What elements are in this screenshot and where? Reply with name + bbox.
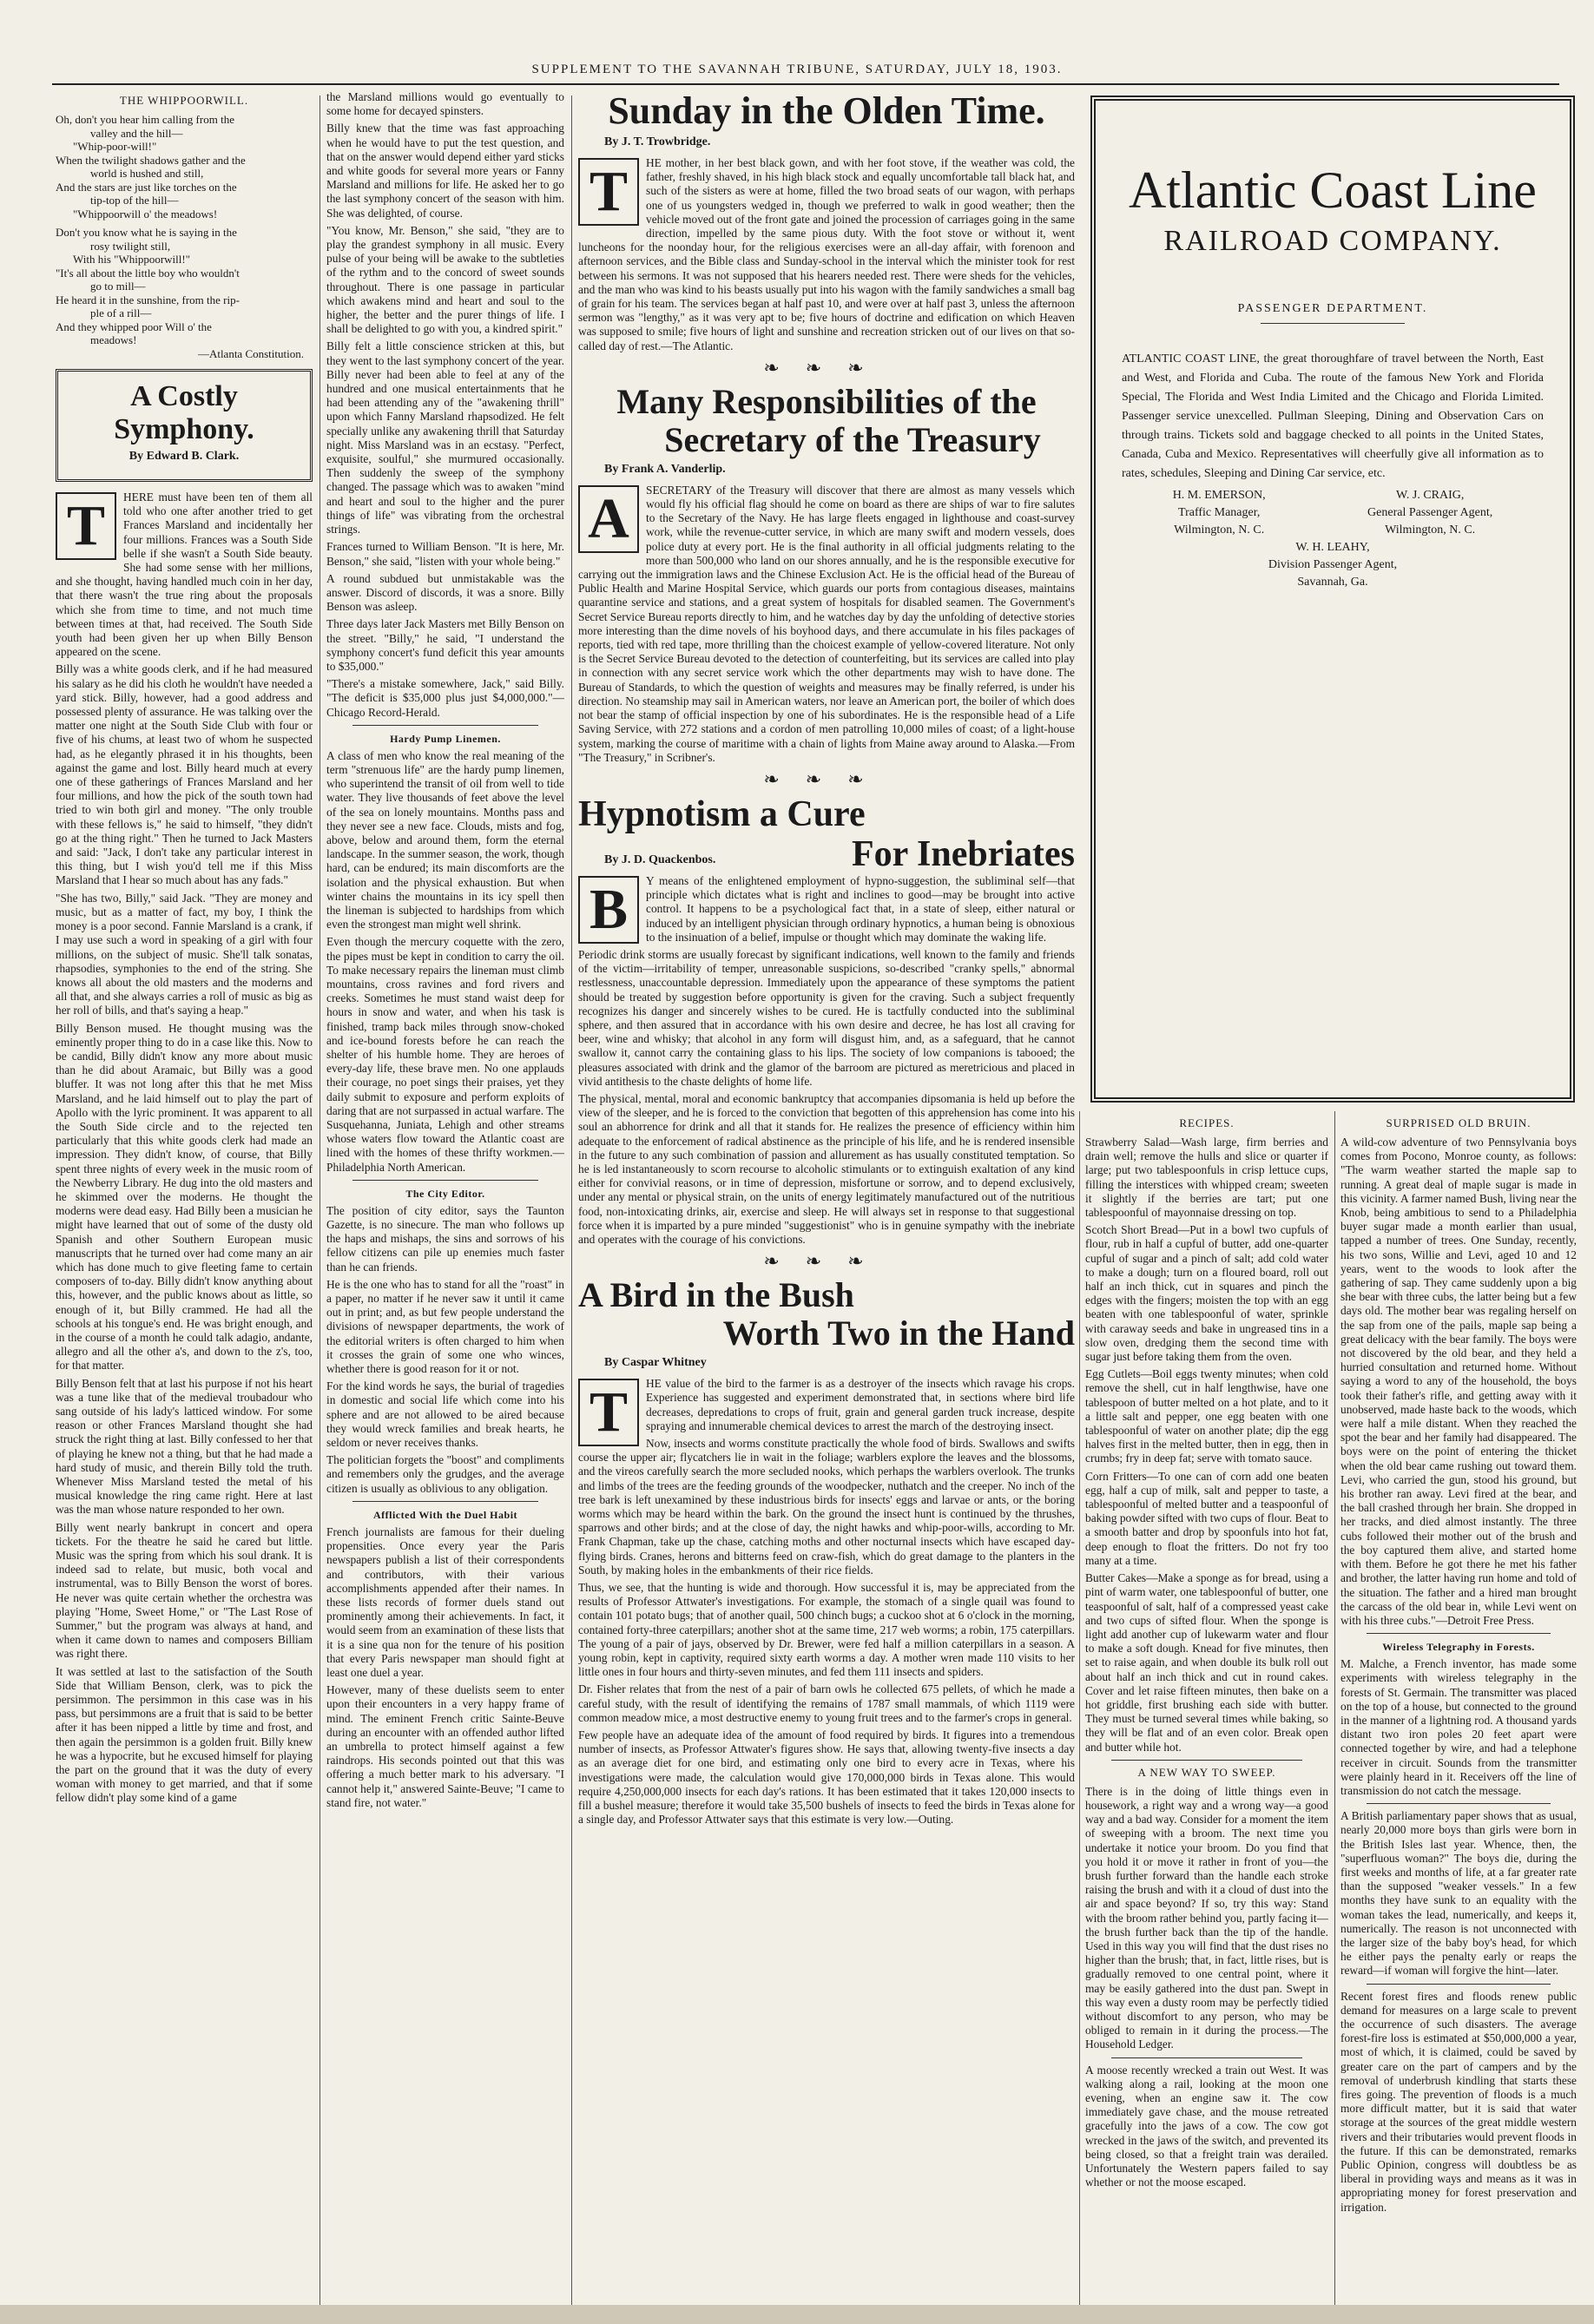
article-body: [1340, 1809, 1577, 1978]
signer-name: W. H. LEAHY,: [1295, 541, 1370, 554]
article-title: Hardy Pump Linemen.: [390, 732, 501, 745]
paragraph: A round subdued but unmistakable was the answer. Discord of discords, it was a snore. Billy Benson was asleep.: [326, 571, 564, 614]
paragraph: "She has two, Billy," said Jack. "They are money and music, but as a matter of fact, my boy, I think the money is a poor second. Fannie Marsland is a crank, if I may use such a word in speaking of a girl with four millions, on the subject of music. She'll talk sonatas, rhapsodies, symphonies to the end of the string. She knows all about the old masters and the moderns and all that, and she always carries a roll of music as big as her roll of bills, and that's saying a heap.": [56, 891, 313, 1017]
company-subtitle: RAILROAD COMPANY.: [1163, 225, 1502, 257]
paragraph: The politician forgets the "boost" and compliments and remembers only the grudges, and the average citizen is usually as oblivious to any obligation.: [326, 1453, 564, 1495]
paragraph: A wild-cow adventure of two Pennsylvania boys comes from Pocono, Monroe county, as follows: "The warm weather started the maple sap to running. A great deal of maple sugar is made in this vicinity. A farmer named Bush, living near the Knob, being ambitious to send to a Philadelphia buyer sugar made a month earlier than usual, tapped a number of trees. One Sunday, recently, his two sons, Willie and Levi, aged 10 and 12 years, went to the woods to look after the gathering of sap. They came suddenly upon a big she bear with three cubs, the latter being but a few days old. The mother bear was regaling herself on the sap from one of the pails, maple sap being a great delicacy with the bear family. The boys were not discovered by the old bear, and they held a hurried consultation and returned home. Without saying a word to any of the household, the boys took their father's rifle, and getting away with it unobserved, made haste back to the woods, which were half a mile distant. When they reached the spot the bear and her family had disappeared. The boys were on the point of entering the thicket when the old bear came rushing out toward them. Levi, who carried the gun, stood his ground, but his brother ran away. Levi fired at the bear, and the ball crashed through her brain. She dropped in her tracks, and died almost instantly. The three cubs followed their mother out of the brush and the boy captured them alive, and started home with them. Before he got there he met his father and brother, the latter having run home and told of the situation. The father and a hired man brought the carcass of the old bear in, while Levi went on with his three cubs."—Detroit Free Press.: [1340, 1136, 1577, 1627]
divider: [1111, 1760, 1302, 1761]
ornament-divider: ❧❧❧: [763, 1250, 890, 1273]
article-byline: By J. T. Trowbridge.: [604, 135, 711, 148]
article-body: [1085, 1785, 1328, 2052]
paragraph: Y means of the enlightened employment of hypno-suggestion, the subliminal self—that principle which dictates what is right and inclines to good—may be brought into active control. It happens to be a psychological fact that, in a state of sleep, either natural or induced by an intelligent physician through ordinary hypnotics, a human being is obnoxious to the insinuation of a belief, impulse or thought which may dominate the waking life.: [646, 873, 1075, 944]
paragraph: Recent forest fires and floods renew public demand for measures on a large scale to prevent the occurrence of such disasters. The average forest-fire loss is estimated at $50,000,000 a year, most of which, it is claimed, could be saved by greater care on the part of campers and by the removal of underbrush kindling that starts these fires going. The prevention of floods is a much more difficult matter, but it is said that water storage at the sources of the great middle western rivers and their tributaries would prevent floods in the future. If this can be demonstrated, remarks Public Opinion, congress will doubtless be as liberal in providing ways and means as it was in appropriating money for forest preservation and irrigation.: [1340, 1989, 1577, 2214]
article-title: A Bird in the Bush: [578, 1275, 854, 1315]
paragraph: There is in the doing of little things even in housework, a right way and a wrong way—a good way and a bad way. Consider for a moment the item of sweeping with a broom. The next time you undertake it notice your broom. Do you find that you hold it or move it rather in front of you—the brush further forward than the handle each stroke raising the brush and with it a cloud of dust into the air and space beyond? If so, try this way: Stand with the broom rather behind you, partly facing it—the brush further back than the tip of the handle. Used in this way you will find that the dust rises no higher than the brush; that, in fact, little rises, but is gradually removed to one central point, where it may be easily gathered into the dust pan. Swept in this way even a dusty room may be perfectly tidied without discomfort to any person, who may be obliged to remain in it during the process.—The Household Ledger.: [1085, 1784, 1328, 2051]
story-continued: [326, 90, 564, 720]
article-title: A NEW WAY TO SWEEP.: [1137, 1765, 1276, 1779]
poem-line: valley and the hill—: [90, 126, 183, 140]
poem-line: rosy twilight still,: [90, 239, 171, 253]
column-5: [1340, 1113, 1577, 2295]
column-4: [1085, 1113, 1328, 2295]
drop-cap: T: [578, 158, 639, 226]
article-title: Secretary of the Treasury: [664, 419, 1041, 459]
divider: [1367, 1633, 1551, 1634]
recipe: Scotch Short Bread—Put in a bowl two cupfuls of flour, rub in half a cupful of butter, add one-quarter cupful of sugar and a pinch of salt; add cold water to make a dough; turn on a floured board, roll out half an inch thick, cut in squares and pinch the edges with the fingers; moisten the top with an egg beaten with one tablespoonful of water, sprinkle with caraway seeds and bake in ungreased tins in a slow oven, dredging them the second time with sugar just before taking them from the oven.: [1085, 1223, 1328, 1364]
paragraph: It was settled at last to the satisfaction of the South Side that William Benson, clerk, was to pick the persimmon. The persimmon in this case was in his pass, but persimmons are a fruit that is said to be better after it has been nipped a little by time and frost, and then again the persimmon is a golden fruit. Billy knew he was a hypocrite, but he excused himself for playing the part on the ground that it was the duty of every woman with money to get married, and that if some fellow didn't play some kind of a game: [56, 1664, 313, 1805]
paragraph: For the kind words he says, the burial of tragedies in domestic and social life which come into his sphere and are not allowed to be aired because they would wreck families and break hearts, he seldom or never receives thanks.: [326, 1379, 564, 1450]
divider: [1111, 2057, 1302, 2058]
signer-place: Wilmington, N. C.: [1174, 523, 1265, 537]
paragraph: The position of city editor, says the Taunton Gazette, is no sinecure. The man who follows up the haps and mishaps, the sins and sorrows of his fellow citizens can pile up enemies much faster than he can friends.: [326, 1203, 564, 1274]
paragraph: Billy felt a little conscience stricken at this, but they went to the last symphony concert of the year. Billy never had been able to feel at any of the hundred and one musical entertainments that he had been attending any of the "awakening thrill" upon which Fanny Marsland rhapsodized. He felt specially unlike any awakening thrill that Saturday night. Miss Marsland was in an ecstasy. "Perfect, exquisite, soulful," she murmured occasionally. Then suddenly the sweep of the symphony changed. The passage which was to awaken "mind and heart and soul to the higher and the purer things of life" was vibrating from the orchestral strings.: [326, 339, 564, 537]
paragraph: Dr. Fisher relates that from the nest of a pair of barn owls he collected 675 pellets, of which he made a careful study, with the result of identifying the remains of 1787 small mammals, of which 1119 were common meadow mice, a most destructive enemy to young fruit trees and to the farmer's crops in general.: [578, 1682, 1075, 1724]
ornament-divider: ❧❧❧: [763, 767, 890, 790]
poem-line: meadows!: [90, 333, 137, 346]
poem-title: THE WHIPPOORWILL.: [119, 94, 249, 107]
paragraph: Periodic drink storms are usually forecast by significant indications, well known to the family and friends of the victim—irritability of temper, unreasonable suspicions, so-described "cranky spells," abnormal restlessness, unaccountable depression. Immediately upon the appearance of these symptoms the patient should be treated by suggestion before opportunity is given for the craving. Such a subject frequently recognizes his danger and sincerely wishes to be cured. He is tactfully conducted into the subliminal sphere, and then assured that in accordance with his own desire and decree, he has lost all craving for beer, wine and whisky; that alcohol in any form will disgust him, and, as a safeguard, that he cannot swallow it, cannot carry the containing glass to his lips. The society of low companions is tabooed; the pleasures associated with drink and the glamor of the barroom are pictured as meretricious and placed in vivid antithesis to the chaste delights of home life.: [578, 947, 1075, 1088]
paragraph: A British parliamentary paper shows that as usual, nearly 20,000 more boys than girls were born in the British Isles last year. Whence, then, the "superfluous woman?" The boys die, during the first weeks and months of life, at a far greater rate than the supposed "weaker vessels." In a few months they have sunk to an equality with the woman takes the lead, numerically, and keeps it, numerically. The reason is not unconnected with the larger size of the baby boy's head, for which he either pays the penalty early or reaps the reward—if woman will forgive the hint—later.: [1340, 1809, 1577, 1978]
ornament-divider: ❧❧❧: [763, 356, 890, 379]
column-3: [578, 90, 1075, 2295]
poem-line: world is hushed and still,: [90, 167, 204, 180]
signer-place: Wilmington, N. C.: [1385, 523, 1476, 537]
article-body: [578, 156, 1075, 353]
recipe: Strawberry Salad—Wash large, firm berries and drain well; remove the hulls and slice or quarter if large; put two tablespoonfuls in crisp lettuce cups, filling the interstices with whipped cream; sweeten it slightly if the berries are tart; put one tablespoonful of mayonnaise dressing on top.: [1085, 1136, 1328, 1220]
article-title: Worth Two in the Hand: [722, 1313, 1075, 1353]
column-2: [326, 90, 564, 2295]
poem-line: "Whip-poor-will!": [73, 140, 157, 153]
poem-line: When the twilight shadows gather and the: [56, 153, 246, 167]
article-header: [578, 90, 1075, 132]
paragraph: Billy Benson mused. He thought musing was the eminently proper thing to do in a case like this. Now to be candid, Billy didn't know any more about music than he did about Aramaic, but Billy was a good bluffer. It was not long after this that he met Miss Marsland, and he laid himself out to play the part of Apollo with the lyric prominent. It was apparent to all the South Side circle and to the rejected ten particularly that this white goods clerk had made an impression. They didn't know, of course, that Billy spent three nights of every week in the music room of the Newberry Library. He dug into the old masters and he skimmed over the moderns. He thought the moderns were dead easy. Had Billy been a musician he might have learned that out of some of the dusty old Spanish and other Southern European music manuscripts that he turned over had come many an air which has done much to give fleeting fame to certain composers of to-day. Billy didn't know anything about this, however, and the public knows about as little, so enough of it, but Billy crammed. He had all the schools at his tongue's end. He was bright enough, and in the course of a month he could talk adagio, andante, allegro and all the other a's, and down to the z's, too, for that matter.: [56, 1021, 313, 1373]
article-title: Hypnotism a Cure: [578, 793, 866, 834]
paragraph: Billy was a white goods clerk, and if he had measured his salary as he did his cloth he wouldn't have needed a yard stick. Billy, however, had a good address and possessed plenty of assurance. He was talking over the matter one night at the South Side Club with four or five of his chums, at least two of whom he suspected had, as he elegantly phrased it in his thoughts, been against the game and lost. Billy heard much at every one of these gatherings of Frances Marsland and her four millions, and how the pick of the south town had tried to win both girl and money. "The only trouble with these fellows is," he said to himself, "they didn't go at the thing right." Then he turned to Jack Masters and said: "Jack, I don't take any particular interest in this thing, but I wish you'd tell me if this Miss Marsland that I hear so much about has any fads.": [56, 662, 313, 887]
paragraph: Billy Benson felt that at last his purpose if not his heart was a tune like that of the medieval troubadour who sang outside of his lady's latticed window. For some reason or other Frances Marsland thought she had struck the right thing at last. Billy confessed to her that of playing he knew not a thing, but that he had made a hard study of music, and therein Billy told the truth. Whenever Miss Marsland tested the metal of his musical knowledge the ring came right. Here at last was the man whose nature responded to her own.: [56, 1376, 313, 1517]
column-rule: [1334, 1111, 1335, 2307]
column-rule: [571, 95, 572, 2307]
article-body: [1340, 1136, 1577, 1628]
article-header: [578, 794, 1075, 874]
poem-line: Don't you know what he is saying in the: [56, 226, 237, 239]
signer-title: Traffic Manager,: [1178, 506, 1261, 519]
poem-line: And they whipped poor Will o' the: [56, 319, 212, 333]
drop-cap: B: [578, 876, 639, 944]
article-title: SURPRISED OLD BRUIN.: [1386, 1116, 1531, 1129]
paragraph: Thus, we see, that the hunting is wide and thorough. How successful it is, may be appreciated from the results of Professor Attwater's investigations. For example, the stomach of a single quail was found to contain 101 potato bugs; that of another quail, 500 chinch bugs; a cuckoo shot at 6 o'clock in the morning, contained forty-three caterpillars; another shot at the same time, 217 web worms; a robin, 175 caterpillars. The young of a pair of jays, observed by Dr. Brewer, were fed half a million caterpillars in a season. A young robin, kept in captivity, required sixty earth worms a day. A mother wren made 110 visits to her little ones in four hours and thirty-seven minutes, and fed them 111 insects and spiders.: [578, 1581, 1075, 1679]
article-title: The City Editor.: [405, 1187, 485, 1200]
paragraph: A moose recently wrecked a train out West. It was walking along a rail, looking at the moon one evening, when an engine saw it. The cow immediately gave chase, and the mouse retreated gracefully into the jaws of a cow. The cow got wrecked in the jaws of the switch, and prevented its being closed, so that a freight train was derailed. Unfortunately the Western papers failed to say whether or not the moose escaped.: [1085, 2063, 1328, 2189]
railroad-advertisement: [1090, 95, 1575, 1103]
paragraph: Billy knew that the time was fast approaching when he would have to put the test question, and that on the answer would depend either yard sticks and white goods for several more years or Fanny Marsland and millions for life. He asked her to go the last symphony concert of the season with him. She was delighted, of course.: [326, 122, 564, 220]
poem-line: "It's all about the little boy who wouldn't: [56, 266, 240, 280]
recipe: Butter Cakes—Make a sponge as for bread, using a pint of warm water, one tablespoonful of butter, one teaspoonful of salt, half of a compressed yeast cake and two cups of sifted flour. When the sponge is light add another cup of lukewarm water and flour to make a soft dough. Knead for five minutes, then set to raise again, and when double its bulk roll out about half an inch thick and cut in round cakes. Cover and let raise fifteen minutes, then bake on a hot griddle, first brushing each side with butter. They must be turned several times while baking, so they will be flat and of an even color. Break open and butter while hot.: [1085, 1571, 1328, 1754]
drop-cap: A: [578, 485, 639, 553]
drop-cap: T: [578, 1379, 639, 1446]
article-title: Wireless Telegraphy in Forests.: [1382, 1641, 1535, 1654]
paragraph: HE value of the bird to the farmer is as a destroyer of the insects which ravage his crops. Experience has suggested and experiment demonstrated that, in sections where bird life decreases, depredations to crops of fruit, grain and general garden truck increase, despite spraying and innumerable chemical devices to arrest the march of the destroying insect.: [646, 1377, 1075, 1432]
article-title: RECIPES.: [1179, 1116, 1235, 1129]
poem-credit: —Atlanta Constitution.: [197, 346, 304, 360]
article-header: [578, 383, 1075, 459]
article-title: Afflicted With the Duel Habit: [372, 1508, 518, 1521]
divider: [352, 725, 538, 726]
signer-name: W. J. CRAIG,: [1395, 489, 1465, 502]
paragraph: Even though the mercury coquette with the zero, the pipes must be kept in condition to carry the oil. To make necessary repairs the lineman must climb mountains, cross ravines and ford rivers and creeks. Sometimes he must stand waist deep for hours in snow and water, and when his task is finished, tramp back miles through snow-choked and ice-bound forests before he can reach the shelter of his humble home. They are heroes of every-day life, these brave men. No one applauds their courage, no poet sings their praises, yet they daily submit to exposure and perform exploits of daring that are not surpassed in actual warfare. The Susquehanna, Juniata, Lehigh and other streams whose waters flow toward the Atlantic coast are lined with the homes of these thrifty workmen.—Philadelphia North American.: [326, 935, 564, 1174]
poem-line: tip-top of the hill—: [90, 194, 179, 207]
column-rule: [1079, 1111, 1080, 2307]
story-byline: By Edward B. Clark.: [128, 450, 240, 463]
poem-line: go to mill—: [90, 280, 146, 293]
department: PASSENGER DEPARTMENT.: [1237, 302, 1428, 315]
paragraph: A class of men who know the real meaning of the term "strenuous life" are the hardy pump linemen, who superintend the transit of oil from well to tide water. They live thousands of feet above the level of the sea on lonely mountains. Months pass and they never see a new face. Clouds, mists and fog, above, below and around them, form the eternal landscape. In the summer season, the work, though hard, can be endured; its main discomforts are the isolation and the physical exhaustion. But when winter chains the mountains in its icy spell then the lineman is subjected to hardships from which even the strongest man might well shrink.: [326, 748, 564, 932]
paragraph: M. Malche, a French inventor, has made some experiments with wireless telegraphy in the forests of St. Germain. The transmitter was placed on the top of a house, but connected to the ground in the manner of a lightning rod. A thousand yards distant two iron poles 20 feet apart were connected together by wire, and had a telephone receiver in circuit. Sounds from the transmitter were plainly heard in it. Receivers off the line of transmission do not catch the message.: [1340, 1657, 1577, 1797]
story-body: [56, 490, 313, 1806]
ad-body: ATLANTIC COAST LINE, the great thoroughfare of travel between the North, East and West, and Florida and Cuba. The route of the famous New York and Florida Special, The Florida and West India Limited and the Chicago and Florida Limited. Passenger service unexcelled. Pullman Sleeping, Dining and Observation Cars on through trains. Tickets sold and baggage checked to all points in the United States, Canada, Cuba and Mexico. Representatives will cheerfully give all information as to rates, schedules, Sleeping and Dining Car service, etc.: [1122, 352, 1544, 480]
recipe: Corn Fritters—To one can of corn add one beaten egg, half a cup of milk, salt and pepper to taste, a tablespoonful of melted butter and a teaspoonful of baking powder sifted with two cups of flour. Beat to a smooth batter and drop by spoonfuls into hot fat, deep enough to float the fritters. Do not fry too many at a time.: [1085, 1469, 1328, 1567]
column-rule: [319, 95, 320, 2307]
poem-line: "Whippoorwill o' the meadows!: [73, 207, 218, 221]
poem-line: Oh, don't you hear him calling from the: [56, 113, 234, 126]
story-title: A Costly Symphony.: [114, 380, 254, 445]
paragraph: Now, insects and worms constitute practically the whole food of birds. Swallows and swifts course the upper air; flycatchers lie in wait in the foliage; warblers explore the leaves and the blossoms, and the vireos carefully search the more secluded nooks, which perhaps the warblers overlook. The trunks and limbs of the trees are the feeding grounds of the woodpecker, nuthatch and the creeper. No inch of the tree bark is left unexamined by these industrious birds for insects' eggs and larvae or ants, or the boring worms which may be heard within the bark. On the ground the insect hunt is continued by the thrushes, sparrows and other birds; and at the close of day, the night hawks and whip-poor-wills, according to Mr. Frank Chapman, take up the chase, catching moths and other nocturnal insects which have escaped day-flying birds. Cranes, herons and bitterns feed on craw-fish, which do great damage to the planters in the South, by making holes in the embankments of their rice fields.: [578, 1437, 1075, 1577]
signer-place: Savannah, Ga.: [1297, 576, 1368, 589]
divider: [1367, 1803, 1551, 1804]
article-body: [326, 1525, 564, 1810]
recipes-body: [1085, 1136, 1328, 1755]
divider: [1261, 323, 1405, 324]
article-body: [1085, 2064, 1328, 2190]
article-title: Many Responsibilities of the: [616, 381, 1037, 421]
article-body: [578, 1377, 1075, 1827]
signer-name: H. M. EMERSON,: [1172, 489, 1266, 502]
poem-line: He heard it in the sunshine, from the rip-: [56, 293, 240, 306]
article-header: [578, 1276, 1075, 1353]
article-body: [1340, 1657, 1577, 1798]
page-bottom-edge: [0, 2305, 1594, 2324]
signatures: [1122, 487, 1544, 539]
article-byline: By Caspar Whitney: [604, 1356, 707, 1370]
column-1: [56, 90, 313, 2295]
signature-center: [1122, 539, 1544, 591]
paragraph: Three days later Jack Masters met Billy Benson on the street. "Billy," he said, "I understand the symphony concert's fund deficit this year amounts to $35,000.": [326, 617, 564, 673]
paragraph: "There's a mistake somewhere, Jack," said Billy. "The deficit is $35,000 plus just $4,000,000."—Chicago Record-Herald.: [326, 677, 564, 719]
article-body: [1340, 1990, 1577, 2215]
masthead-rule: [52, 83, 1559, 85]
masthead: SUPPLEMENT TO THE SAVANNAH TRIBUNE, SATURDAY, JULY 18, 1903.: [531, 63, 1063, 76]
drop-cap: T: [56, 492, 116, 560]
poem-line: With his "Whippoorwill!": [73, 253, 191, 266]
paragraph: Frances turned to William Benson. "It is here, Mr. Benson," she said, "listen with your whole being.": [326, 540, 564, 568]
paragraph: SECRETARY of the Treasury will discover that there are almost as many vessels which would fly his official flag should he come on board as there are ships of war to fire salutes to the Secretary of the Navy. He has large fleets engaged in lighthouse and coast-survey work, while the revenue-cutter service, in which are many swift and modern vessels, does police duty at every port. He is the final authority in all official judgments relating to the more than 500,000 who land on our shores annually, and he is the responsible executive for carrying out the immigration laws and the Chinese Exclusion Act. He is the official head of the Bureau of Public Health and Marine Hospital Service, which guards our ports from contagious diseases, maintains quarantine service and stations, and a great system of hospitals for disabled seamen. The Government's Secret Service Bureau reports directly to him, and he watches day by day the unfolding of detective stories more interesting than the dime novels of his boyhood days, and there accumulate in his files packages of reports, tied with red tape, more thrilling than the choicest example of yellow-covered literature. Not only is the Secret Service Bureau devoted to the detection of counterfeiting, but its services are called into play in connection with any secret service work which the other departments may wish to have done. The Bureau of Standards, to which the question of weights and measures may be finally referred, is under his direction. No steamship may sail in American waters, nor leave an American port, the boiler of which does not bear the stamp of official inspection by one of his subordinates. He is the responsible head of a Life Saving Service, with 272 stations and a cordon of men patrolling 10,000 miles of coast; of a light-house system, marking the course of maritime with a chain of lights from Maine away around to Alaska.—From "The Treasury," in Scribner's.: [578, 483, 1075, 764]
divider: [1367, 1984, 1551, 1985]
paragraph: However, many of these duelists seem to enter upon their encounters in a very happy frame of mind. The eminent French critic Sainte-Beuve during an encounter with an offended author lifted an umbrella to protect himself against a few raindrops. His seconds pointed out that this was offering a much better mark to his adversary. "I cannot help it," answered Sainte-Beuve; "I came to stand fire, not water.": [326, 1683, 564, 1809]
company-name: Atlantic Coast Line: [1129, 161, 1537, 219]
paragraph: Billy went nearly bankrupt in concert and opera tickets. For the theatre he said he cared but little. Music was the spring from which his soul drank. It is indeed sad to relate, but music, both vocal and instrumental, was to Billy Benson the worst of bores. He never was quite certain whether the orchestra was playing "Home, Sweet Home," or "The Last Rose of Summer," but the program was always at hand, and when it came down to names and composers Billiam was right there.: [56, 1520, 313, 1661]
poem-line: And the stars are just like torches on the: [56, 180, 237, 194]
paragraph: "You know, Mr. Benson," she said, "they are to play the grandest symphony in all music. Every pulse of your being will be awake to the subtleties of the rythm and to the concord of sweet sounds throughout. There is one passage in particular which awakens mind and heart and soul to the higher, the better and the purer things of life. I shall be delighted to go with you, a kindred spirit.": [326, 223, 564, 336]
poem: [56, 113, 313, 360]
article-body: [326, 1204, 564, 1496]
paragraph: HE mother, in her best black gown, and with her foot stove, if the weather was cold, the father, freshly shaved, in his high black stock and equally uncomfortable tall black hat, and such of the sisters as were at home, filled the two broad seats of our wagon, with perhaps one of us youngsters wedged in, though we preferred to walk in good weather; then the vehicle moved out of the front gate and joined the procession of carriages going in the same direction, impelled by the same pious duty. With the foot stove or without it, went luncheons for the noonday hour, for the religious exercises were an all-day affair, with forenoon and afternoon services, and the Bible class and Sunday-school in the interval which the minister took for rest between his sermons. It was not supposed that his hearers needed rest. There were sheds for the vehicles, and the man who was kind to his beasts usually put into his wagon with the family sandwiches a small bag of grain for his team. The services began at half past 10, and were over at half past 3, unless the afternoon sermon was "lengthy," as it was very apt to be; five hours of doctrine and edification on which Heaven was supposed to smile; five hours of light and sunshine and recreation stricken out of our lives on that so-called day of rest.—The Atlantic.: [578, 156, 1075, 352]
paragraph: the Marsland millions would go eventually to some home for decayed spinsters.: [326, 90, 564, 118]
article-body: [326, 749, 564, 1175]
article-byline: By J. D. Quackenbos.: [604, 853, 716, 866]
article-title: For Inebriates: [851, 833, 1075, 874]
story-title-box: [56, 369, 313, 482]
divider: [352, 1180, 538, 1181]
poem-line: ple of a rill—: [90, 306, 152, 319]
paragraph: Few people have an adequate idea of the amount of food required by birds. It figures into a tremendous number of insects, as Professor Attwater's figures show. He says that, allowing twenty-five insects a day as an average diet for one bird, and estimating only one bird to every acre in Texas, where his investigations were made, the calculation would give 170,000,000 birds in Texas alone. This would require 4,250,000,000 insects for each day's rations. It has been estimated that it takes 120,000 insects to fill a bushel measure; therefore it would take 35,500 bushels of insects to feed the birds in Texas alone for a single day, and Professor Attwater says that this estimate is very low.—Outing.: [578, 1728, 1075, 1827]
article-body: [578, 484, 1075, 765]
signer-title: General Passenger Agent,: [1367, 506, 1493, 519]
divider: [352, 1501, 538, 1502]
paragraph: He is the one who has to stand for all the "roast" in a paper, no matter if he never saw it until it came out in print; and, as but few people understand the divisions of newspaper departments, the work of the editorial writers is often charged to him when it crosses the grain of some one who winces, whether there is good reason for it or not.: [326, 1277, 564, 1376]
article-byline: By Frank A. Vanderlip.: [604, 462, 726, 476]
article-title: Sunday in the Olden Time.: [608, 90, 1045, 132]
paragraph: French journalists are famous for their dueling propensities. Once every year the Paris newspapers publish a list of their correspondents and contributors, with their various accomplishments appended after their names. In these lists records of former duels stand out prominently among their achievements. In fact, it would seem from an examination of these lists that it is a sine qua non for the tenure of his position that every Paris newspaper man should fight at least one duel a year.: [326, 1524, 564, 1679]
signer-title: Division Passenger Agent,: [1268, 558, 1398, 571]
article-body: [578, 874, 1075, 1247]
recipe: Egg Cutlets—Boil eggs twenty minutes; when cold remove the shell, cut in half lengthwise, have one tablespoon of butter melted on a hot plate, and to it a little salt and pepper, one egg beaten with one tablespoonful of water on another plate; dip the egg halves first in the melted butter, then in egg, then in crumbs; fry in deep fat; serve with tomato sauce.: [1085, 1367, 1328, 1465]
paragraph: The physical, mental, moral and economic bankruptcy that accompanies dipsomania is held up before the view of the sleeper, and he is forced to the conviction that begotten of this apprehension has come into his soul an abhorrence for drink and all that it stands for. He realizes the presence of efficiency within him adequate to the enforcement of radical abstinence as the principle of his life, and he is rendered insensible in the future to any such combination of passion and allurement as has usually constituted temptation. So he is led instantaneously to scorn recourse to alcoholic stimulants or to extinguish exaltation of any kind either for convivial reasons, or in time of depression, misfortune or sorrow, and to depend exclusively, under any mental or physical strain, on the units of energy legitimately manufactured out of the nutritious food, non-intoxicating drinks, air, exercise and sleep. He will always set in response to that suggestional force when it is imparted by a pure minded "suggestionist" who is in genuine sympathy with the inebriate and operates with the courage of his convictions.: [578, 1091, 1075, 1246]
paragraph: HERE must have been ten of them all told who one after another tried to get Frances Marsland and incidentally her four millions. Frances was a South Side belle if she wasn't a South Side beauty. She had some sense with her millions, and she thought, having handled much coin in her day, that there wasn't the true ring about the proposals which she from time to time, and not much time between times at that, had received. The South Side youth had been given her up when Billy Benson appeared on the scene.: [56, 490, 313, 659]
